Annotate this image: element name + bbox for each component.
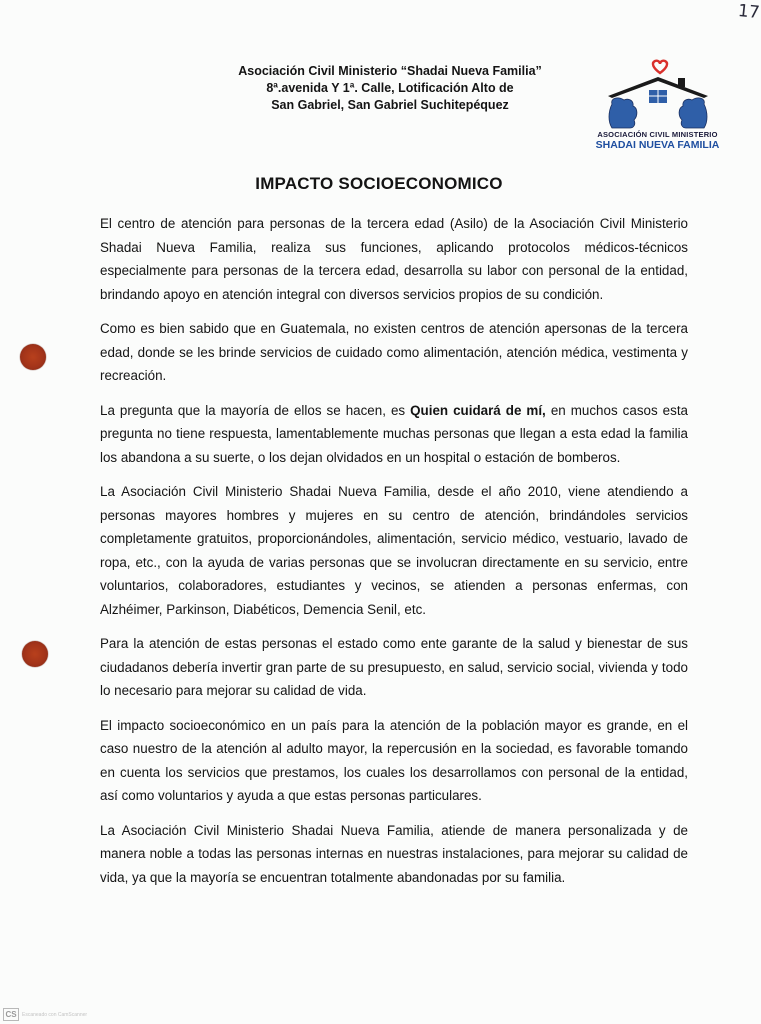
letterhead-organization: Asociación Civil Ministerio “Shadai Nueva Familia” bbox=[238, 64, 542, 78]
scanner-watermark-text: Escaneado con CamScanner bbox=[22, 1011, 88, 1018]
paragraph-7: La Asociación Civil Ministerio Shadai Nueva Familia, atiende de manera personalizada y de manera noble a todas las personas internas en nuestras instalaciones, para mejorar su calidad de vida, ya que la mayoría se encuentran totalmente abandonadas por su familia. bbox=[100, 822, 688, 885]
document-title: IMPACTO SOCIOECONOMICO bbox=[255, 174, 503, 193]
logo-text-line2: SHADAI NUEVA FAMILIA bbox=[595, 139, 720, 151]
paragraph-3 bbox=[100, 399, 688, 470]
paragraph-3-before: La pregunta que la mayoría de ellos se hacen, es bbox=[100, 402, 411, 418]
left-figure-icon bbox=[609, 98, 637, 128]
house-family-logo-icon bbox=[598, 60, 718, 130]
paragraph-3-after: en muchos casos esta pregunta no tiene respuesta, lamentablemente muchas personas que llegan a esta edad la familia los abandona a su suerte, o los dejan olvidados en un hospital o estación de bomberos. bbox=[100, 402, 688, 465]
logo-text-line1: ASOCIACIÓN CIVIL MINISTERIO bbox=[597, 130, 718, 139]
paragraph-2: Como es bien sabido que en Guatemala, no existen centros de atención apersonas de la tercera edad, donde se les brinde servicios de cuidado como alimentación, atención médica, vestimenta y recreación. bbox=[100, 321, 688, 383]
organization-logo bbox=[590, 60, 725, 155]
letterhead-address-line2: San Gabriel, San Gabriel Suchitepéquez bbox=[271, 98, 509, 112]
letterhead-address-line1: 8ª.avenida Y 1ª. Calle, Lotificación Alto de bbox=[266, 81, 514, 95]
heart-icon bbox=[653, 61, 667, 73]
paragraph-5: Para la atención de estas personas el estado como ente garante de la salud y bienestar de sus ciudadanos debería invertir gran parte de su presupuesto, en salud, servicio social, vivienda y todo lo necesario para mejorar su calidad de vida. bbox=[100, 636, 688, 698]
paragraph-1: El centro de atención para personas de la tercera edad (Asilo) de la Asociación Civil Ministerio Shadai Nueva Familia, realiza sus funciones, aplicando protocolos médicos-técnicos especialmente para personas de la tercera edad, desarrolla su labor con personal de la entidad, brindando apoyo en atención integral con diversos servicios propios de su condición. bbox=[100, 216, 688, 302]
letterhead bbox=[210, 63, 570, 114]
camscanner-icon: CS bbox=[3, 1008, 19, 1021]
punch-hole-top bbox=[20, 344, 46, 370]
paragraph-4: La Asociación Civil Ministerio Shadai Nueva Familia, desde el año 2010, viene atendiendo a personas mayores hombres y mujeres en su centro de atención, brindándoles servicios completamente gratuitos, proporcionándoles, alimentación, servicio médico, vestuario, lavado de ropa, etc., con la ayuda de varias personas que se involucran directamente en su servicio, entre voluntarios, colaboradores, estudiantes y vecinos, se atienden a personas enfermas, con Alzhéimer, Parkinson, Diabéticos, Demencia Senil, etc. bbox=[100, 484, 688, 617]
right-figure-icon bbox=[679, 98, 707, 128]
document-body bbox=[100, 212, 688, 900]
handwritten-page-number: 17 bbox=[737, 0, 761, 24]
paragraph-6: El impacto socioeconómico en un país para la atención de la población mayor es grande, en el caso nuestro de la atención al adulto mayor, la repercusión en la sociedad, es favorable tomando en cuenta los servicios que prestamos, los cuales los desarrollamos con personal de la entidad, así como voluntarios y ayuda a que estas personas particulares. bbox=[100, 717, 688, 803]
paragraph-3-bold-question: Quien cuidará de mí, bbox=[410, 402, 546, 418]
chimney-icon bbox=[678, 78, 685, 87]
scanner-watermark bbox=[3, 1008, 87, 1021]
punch-hole-bottom bbox=[22, 641, 48, 667]
